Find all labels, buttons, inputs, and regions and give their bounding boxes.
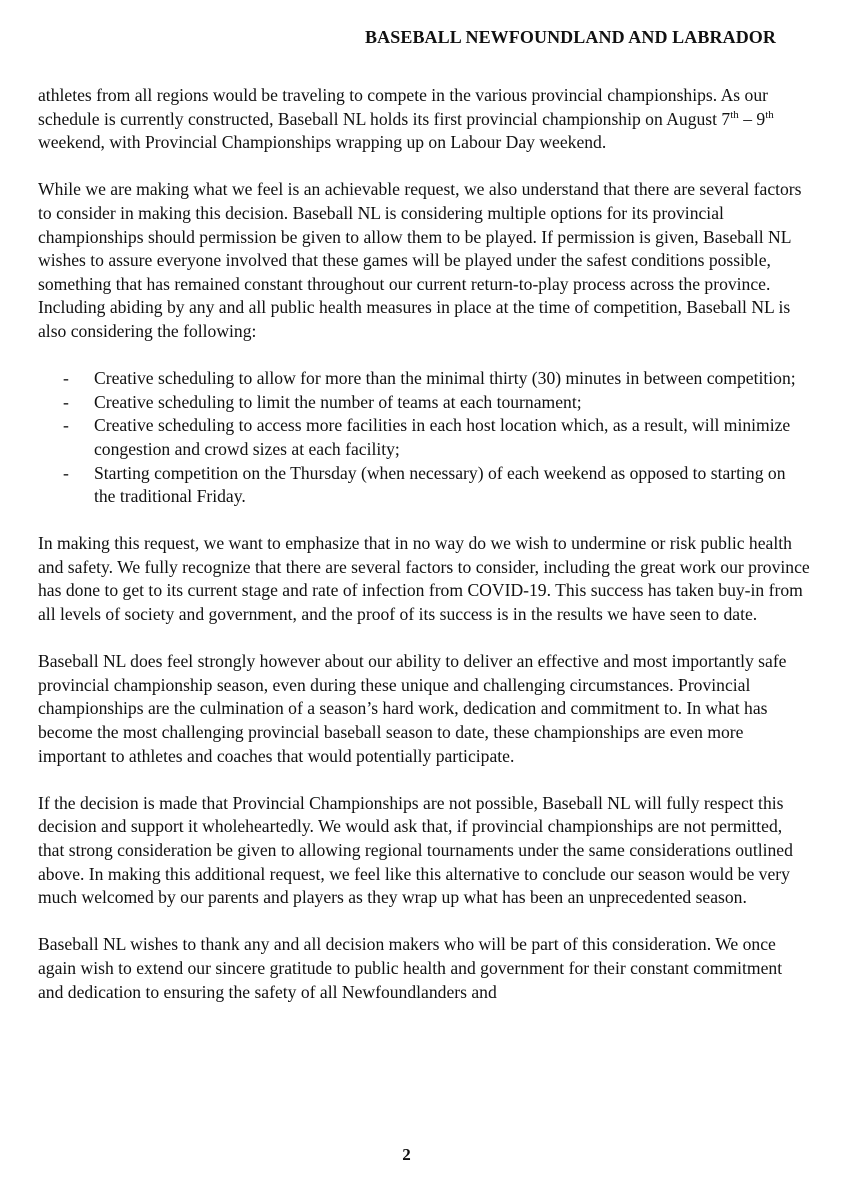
page-number: 2	[402, 1145, 411, 1164]
bullet-dash: -	[63, 368, 69, 389]
ordinal-suffix-1: th	[730, 108, 739, 121]
bullet-dash: -	[63, 462, 69, 483]
paragraph-championship-season: Baseball NL does feel strongly however about our ability to deliver an effective and most importantly safe provincial championship season, even during these unique and challenging circumstances. Provincial championships are the culmination of a season’s hard work, dedication and commitment to. In what has become the most challenging provincial baseball season to date, these championships are even more important to athletes and coaches that would potentially participate.	[38, 651, 787, 766]
list-item	[38, 367, 810, 391]
list-item-text: Creative scheduling to access more facilities in each host location which, as a result, will minimize congestion and crowd sizes at each facility;	[94, 415, 791, 459]
list-item	[38, 414, 810, 461]
list-item-text: Starting competition on the Thursday (when necessary) of each weekend as opposed to starting on the traditional Friday.	[94, 462, 786, 507]
bullet-dash: -	[63, 391, 69, 412]
list-item-text: Creative scheduling to allow for more than the minimal thirty (30) minutes in between competition;	[94, 368, 796, 389]
list-item	[38, 462, 810, 509]
paragraph-request: While we are making what we feel is an achievable request, we also understand that there are several factors to consider in making this decision. Baseball NL is considering multiple options for its provincial championships should permission be given to allow them to be played. If permission is given, Baseball NL wishes to assure everyone involved that these games will be played under the safest conditions possible, something that has remained constant throughout our current return-to-play process across the province. Including abiding by any and all public health measures in place at the time of competition, Baseball NL is also considering the following:	[38, 179, 802, 341]
paragraph-schedule-text-1: athletes from all regions would be traveling to compete in the various provincial championships. As our schedule is currently constructed, Baseball NL holds its first provincial championship on August 7	[38, 85, 768, 129]
paragraph-alternative: If the decision is made that Provincial Championships are not possible, Baseball NL will fully respect this decision and support it wholeheartedly. We would ask that, if provincial championships are not permitted, that strong consideration be given to allowing regional tournaments under the same considerations outlined above. In making this additional request, we feel like this alternative to conclude our season would be very much welcomed by our parents and players as they wrap up what has been an unprecedented season.	[38, 792, 793, 908]
list-item-text: Creative scheduling to limit the number of teams at each tournament;	[94, 391, 582, 412]
considerations-list	[38, 367, 810, 509]
paragraph-thanks: Baseball NL wishes to thank any and all decision makers who will be part of this consideration. We once again wish to extend our sincere gratitude to public health and government for their constant commitment and dedication to ensuring the safety of all Newfoundlanders and	[38, 934, 783, 1002]
paragraph-schedule-text-2: – 9	[738, 108, 766, 129]
bullet-dash: -	[63, 415, 69, 436]
paragraph-schedule-text-3: weekend, with Provincial Championships wrapping up on Labour Day weekend.	[38, 132, 607, 153]
paragraph-public-health: In making this request, we want to emphasize that in no way do we wish to undermine or risk public health and safety. We fully recognize that there are several factors to consider, including the great work our province has done to get to its current stage and rate of infection from COVID-19. This success has taken buy-in from all levels of society and government, and the proof of its success is in the results we have seen to date.	[38, 533, 810, 625]
ordinal-suffix-2: th	[765, 108, 774, 121]
page-header: BASEBALL NEWFOUNDLAND AND LABRADOR	[365, 27, 776, 47]
list-item	[38, 391, 810, 415]
paragraph-schedule	[38, 84, 810, 155]
document-body	[38, 84, 810, 1028]
